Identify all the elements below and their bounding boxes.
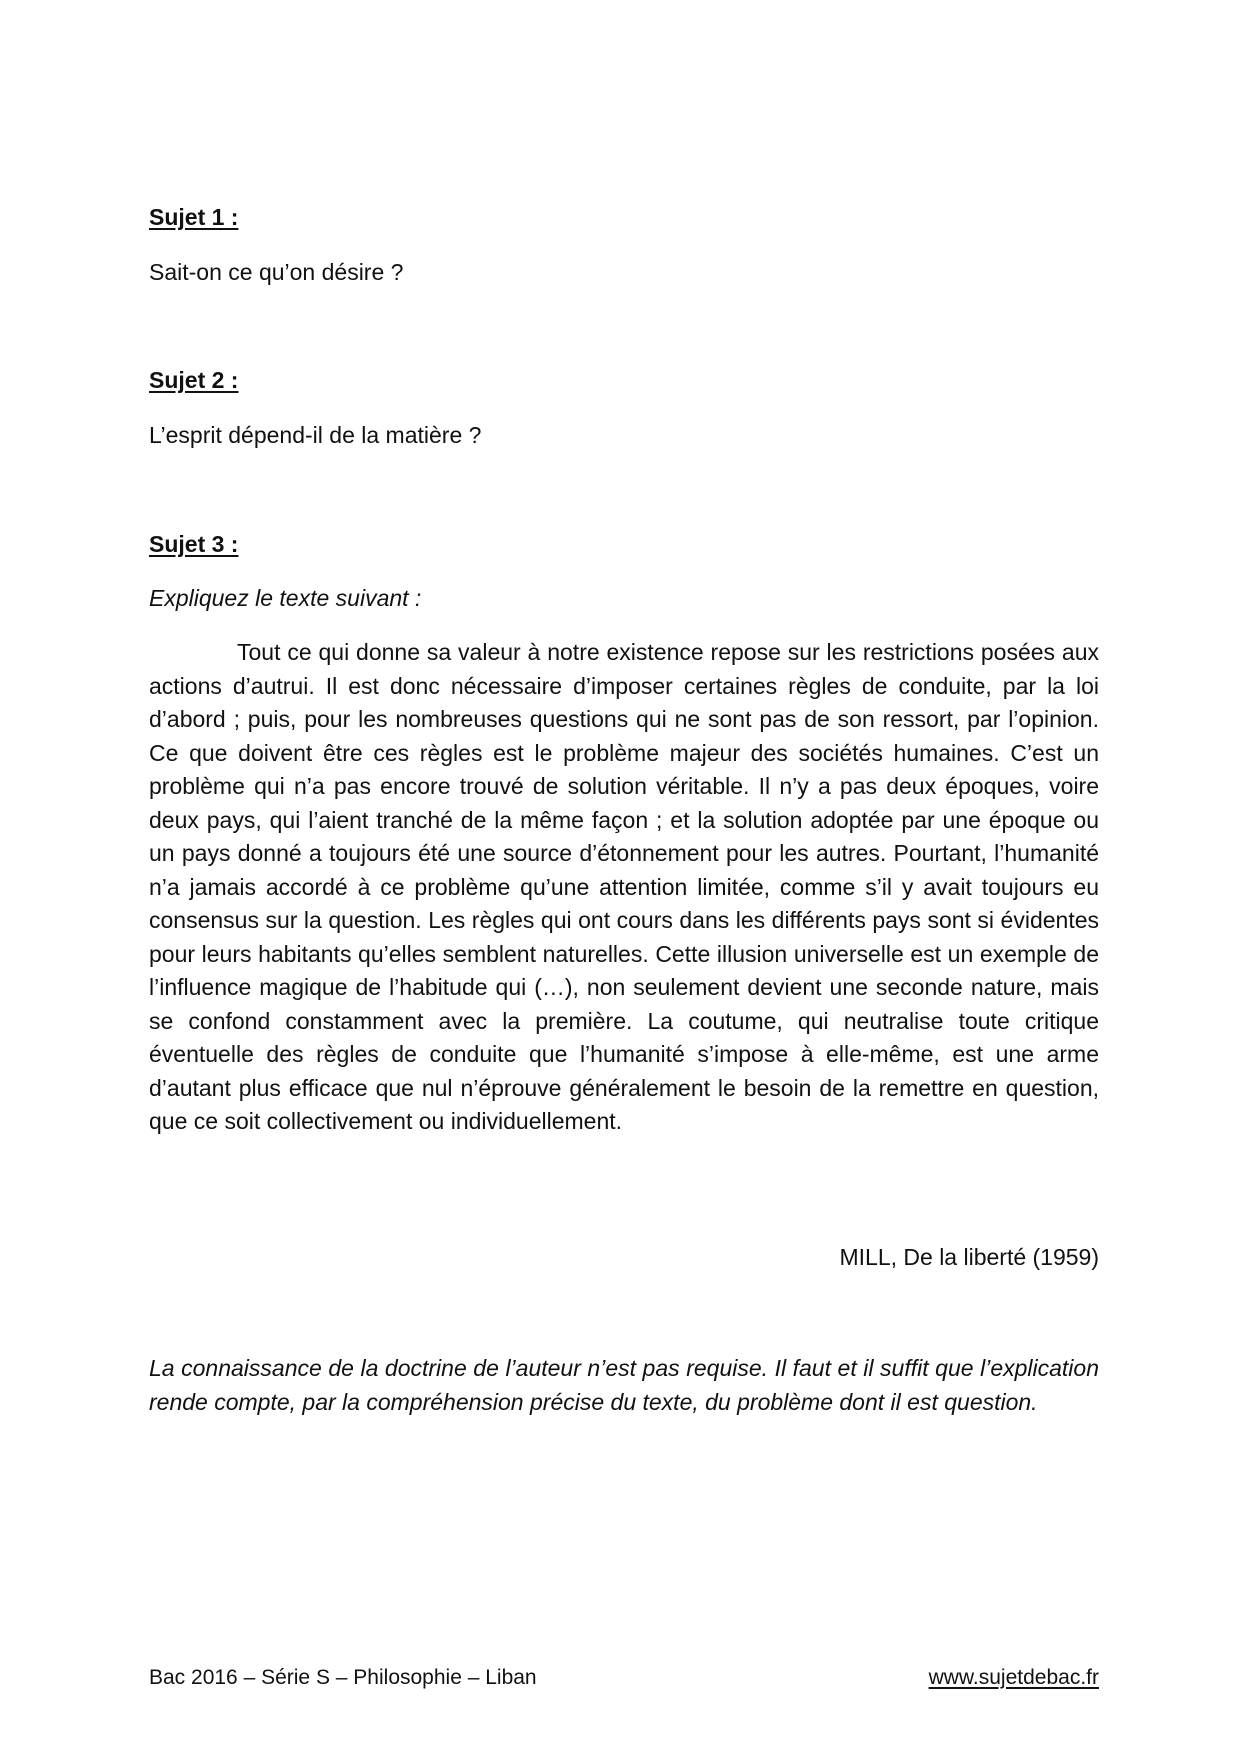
citation: MILL, De la liberté (1959) <box>839 1244 1099 1270</box>
footer-website-link[interactable]: www.sujetdebac.fr <box>928 1666 1099 1689</box>
text-passage <box>149 636 1099 1139</box>
instruction-note: La connaissance de la doctrine de l’auteur n’est pas requise. Il faut et il suffit que l’explication rende compte, par la compréhension précise du texte, du problème dont il est question. <box>149 1355 1099 1415</box>
subject-2-question: L’esprit dépend-il de la matière ? <box>149 422 482 448</box>
text-passage-body: Tout ce qui donne sa valeur à notre existence repose sur les restrictions posées aux actions d’autrui. Il est donc nécessaire d’imposer certaines règles de conduite, par la loi d’abord ; puis, pour les nombreuses questions qui ne sont pas de son ressort, par l’opinion. Ce que doivent être ces règles est le problème majeur des sociétés humaines. C’est un problème qui n’a pas encore trouvé de solution véritable. Il n’y a pas deux époques, voire deux pays, qui l’aient tranché de la même façon ; et la solution adoptée par une époque ou un pays donné a toujours été une source d’étonnement pour les autres. Pourtant, l’humanité n’a jamais accordé à ce problème qu’une attention limitée, comme s’il y avait toujours eu consensus sur la question. Les règles qui ont cours dans les différents pays sont si évidentes pour leurs habitants qu’elles semblent naturelles. Cette illusion universelle est un exemple de l’influence magique de l’habitude qui (…), non seulement devient une seconde nature, mais se confond constamment avec la première. La coutume, qui neutralise toute critique éventuelle des règles de conduite que l’humanité s’impose à elle-même, est une arme d’autant plus efficace que nul n’éprouve généralement le besoin de la remettre en question, que ce soit collectivement ou individuellement. <box>149 639 1099 1134</box>
subject-3-instruction: Expliquez le texte suivant : <box>149 585 422 611</box>
subject-2-heading: Sujet 2 : <box>149 367 239 393</box>
footer-exam-info: Bac 2016 – Série S – Philosophie – Liban <box>149 1666 537 1689</box>
subject-1-question: Sait-on ce qu’on désire ? <box>149 259 404 285</box>
subject-1-heading: Sujet 1 : <box>149 204 239 230</box>
subject-3-heading: Sujet 3 : <box>149 531 239 557</box>
